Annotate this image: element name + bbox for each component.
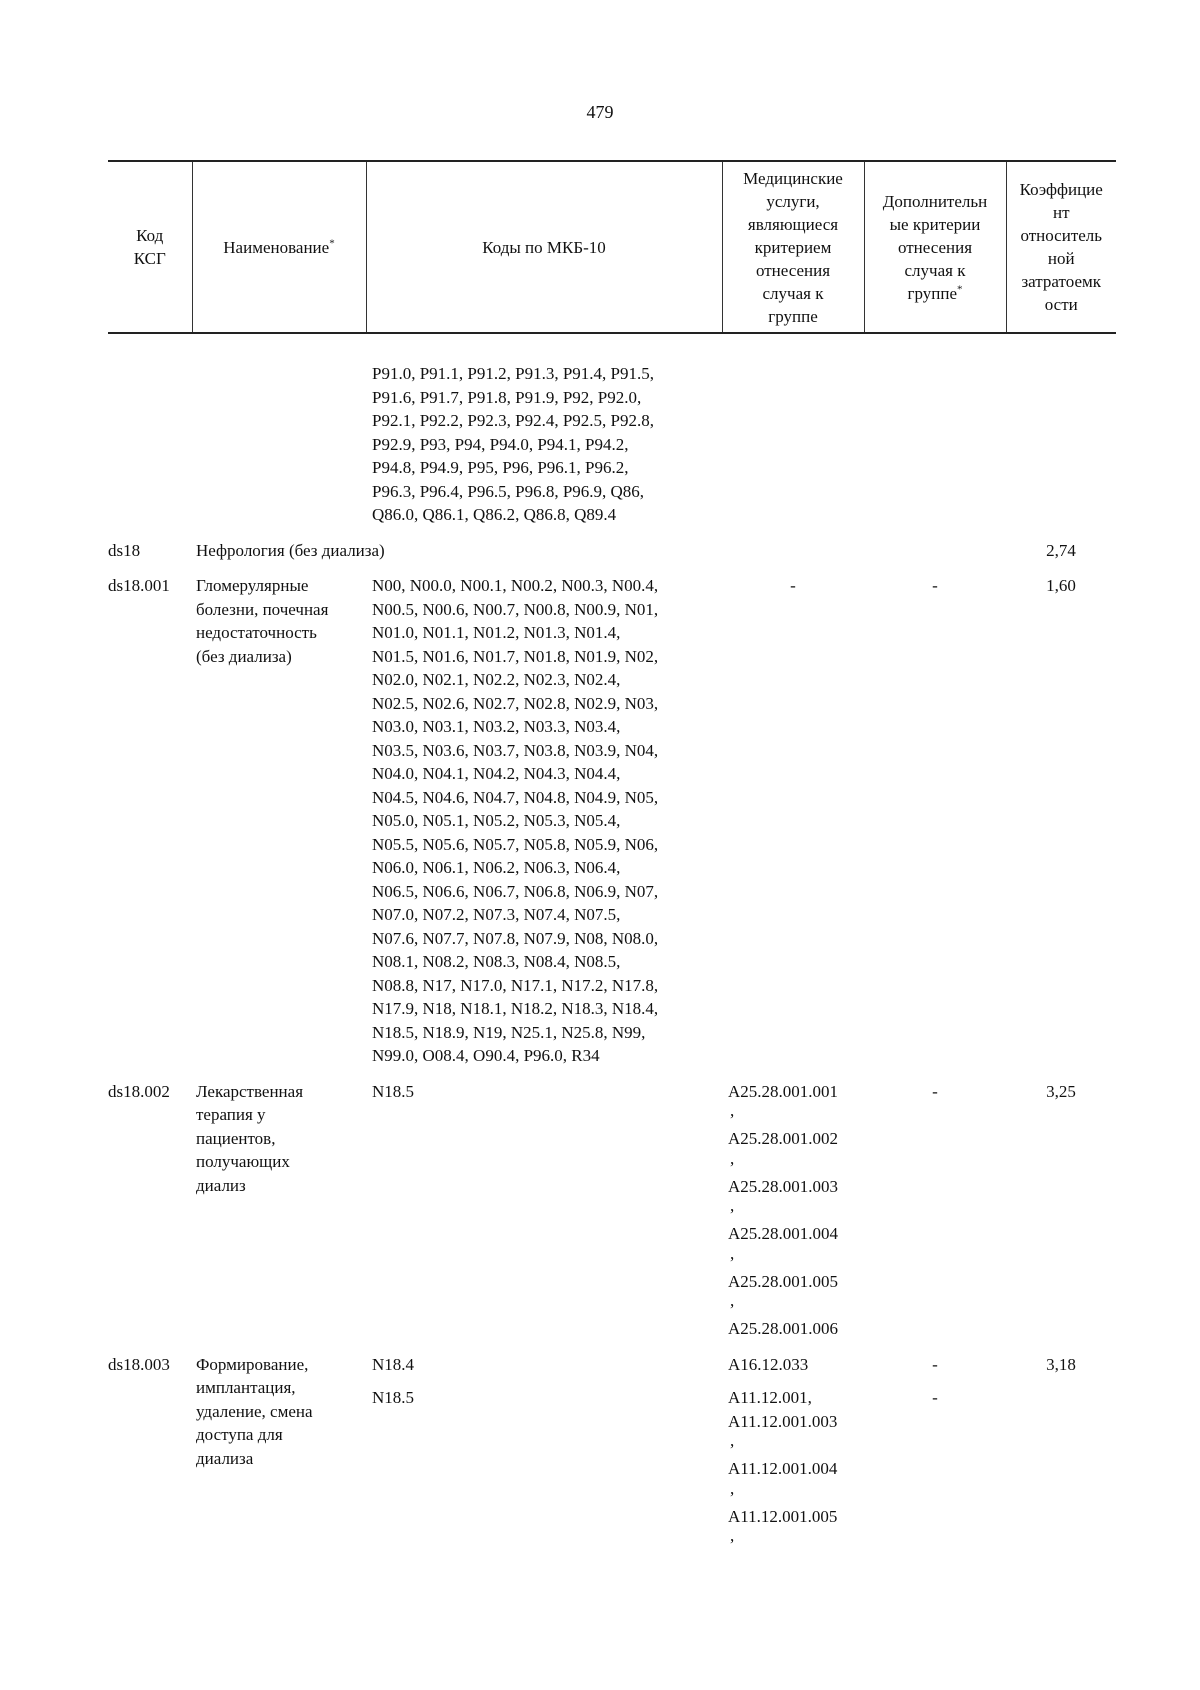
- cell-extra: [864, 1341, 1006, 1553]
- header-coef-line: относитель: [1020, 226, 1103, 245]
- header-coef-line: затратоемк: [1021, 272, 1102, 291]
- icd-line: N00, N00.0, N00.1, N00.2, N00.3, N00.4,: [372, 576, 659, 595]
- service-code: A25.28.001.001: [728, 1081, 839, 1101]
- icd-line: N05.0, N05.1, N05.2, N05.3, N05.4,: [372, 811, 621, 830]
- name-line: болезни, почечная: [196, 599, 329, 619]
- header-coef-line: ости: [1044, 295, 1078, 314]
- icd-line: N18.4: [372, 1354, 415, 1374]
- header-services-line: случая к: [762, 283, 824, 303]
- cell-services: [722, 527, 864, 563]
- header-services: [722, 161, 864, 333]
- cell-code: ds18.003: [108, 1354, 170, 1374]
- header-extra: [864, 161, 1006, 333]
- header-extra-line: Дополнительн: [882, 191, 988, 211]
- ksg-table: [108, 160, 1116, 1552]
- name-line: Формирование,: [196, 1354, 309, 1374]
- service-comma: ,: [730, 1526, 735, 1545]
- header-services-line: отнесения: [755, 260, 831, 280]
- header-services-line: критерием: [754, 237, 832, 257]
- table-row: [108, 1341, 1116, 1553]
- service-code: A25.28.001.002: [728, 1129, 839, 1148]
- name-line: недостаточность: [196, 623, 317, 642]
- cell-name: [192, 362, 366, 527]
- cell-coef: 1,60: [1046, 576, 1076, 595]
- cell-code: ds18: [108, 540, 141, 560]
- service-code: A25.28.001.005: [728, 1271, 839, 1291]
- name-line: диализ: [196, 1175, 246, 1195]
- header-name-label: Наименование: [223, 237, 330, 257]
- icd-line: N03.0, N03.1, N03.2, N03.3, N03.4,: [372, 717, 621, 736]
- icd-line: N18.5: [372, 1081, 415, 1101]
- icd-line: P91.6, P91.7, P91.8, P91.9, P92, P92.0,: [372, 387, 642, 407]
- service-comma: ,: [730, 1291, 735, 1310]
- table-body: [108, 333, 1116, 1552]
- icd-line: N07.6, N07.7, N07.8, N07.9, N08, N08.0,: [372, 928, 659, 948]
- service-comma: ,: [730, 1478, 735, 1498]
- icd-line: P92.1, P92.2, P92.3, P92.4, P92.5, P92.8,: [372, 411, 654, 430]
- name-line: Гломерулярные: [196, 576, 309, 595]
- cell-name: [192, 562, 366, 1068]
- cell-coef: 3,18: [1046, 1354, 1076, 1374]
- header-coef: [1006, 161, 1116, 333]
- cell-extra: -: [932, 1081, 938, 1101]
- icd-line: N04.5, N04.6, N04.7, N04.8, N04.9, N05,: [372, 787, 659, 807]
- icd-line: N02.5, N02.6, N02.7, N02.8, N02.9, N03,: [372, 693, 659, 713]
- footnote-mark: *: [957, 282, 963, 295]
- cell-code: ds18.001: [108, 576, 170, 595]
- service-code: A11.12.001,: [728, 1388, 812, 1407]
- icd-line: N02.0, N02.1, N02.2, N02.3, N02.4,: [372, 670, 621, 689]
- icd-gap: [866, 1376, 1004, 1386]
- name-line: диализа: [196, 1448, 254, 1468]
- cell-icd: [366, 362, 722, 527]
- header-extra-line: отнесения: [897, 237, 973, 257]
- header-extra-line: ые критерии: [889, 214, 981, 234]
- cell-coef: [1006, 362, 1116, 527]
- header-code-line: КСГ: [133, 249, 166, 268]
- header-icd: [366, 161, 722, 333]
- icd-line: N08.8, N17, N17.0, N17.1, N17.2, N17.8,: [372, 975, 659, 995]
- cell-coef: 2,74: [1046, 540, 1076, 560]
- cell-services: -: [790, 576, 796, 595]
- icd-gap: [372, 1376, 720, 1386]
- cell-coef: 3,25: [1046, 1081, 1076, 1101]
- header-services-line: группе: [768, 306, 818, 326]
- extra-dash: -: [932, 1354, 938, 1374]
- cell-extra: -: [932, 576, 938, 595]
- header-services-line: услуги,: [766, 191, 820, 211]
- name-line: удаление, смена: [196, 1401, 313, 1421]
- table-row-group: [108, 527, 1116, 563]
- service-code: A25.28.001.004: [728, 1224, 839, 1243]
- icd-line: N17.9, N18, N18.1, N18.2, N18.3, N18.4,: [372, 999, 659, 1018]
- header-services-line: Медицинские: [743, 168, 843, 188]
- service-code: A11.12.001.005: [728, 1506, 838, 1526]
- spacer: [108, 333, 1116, 362]
- icd-line: P92.9, P93, P94, P94.0, P94.1, P94.2,: [372, 434, 629, 454]
- header-code: [108, 161, 192, 333]
- header-icd-label: Коды по МКБ-10: [482, 237, 606, 257]
- icd-line: P96.3, P96.4, P96.5, P96.8, P96.9, Q86,: [372, 481, 645, 501]
- icd-line: N99.0, O08.4, O90.4, P96.0, R34: [372, 1046, 600, 1065]
- name-line: пациентов,: [196, 1128, 276, 1148]
- header-extra-line-text: группе: [907, 283, 957, 303]
- service-comma: ,: [730, 1101, 735, 1120]
- icd-line: N18.5: [372, 1388, 415, 1407]
- service-code: A11.12.001.003: [728, 1411, 838, 1431]
- cell-extra: [864, 362, 1006, 527]
- service-comma: ,: [730, 1243, 735, 1263]
- cell-name: [192, 1341, 366, 1553]
- service-code: A25.28.001.003: [728, 1176, 839, 1196]
- icd-line: N07.0, N07.2, N07.3, N07.4, N07.5,: [372, 905, 621, 924]
- table-row: [108, 562, 1116, 1068]
- icd-line: N01.0, N01.1, N01.2, N01.3, N01.4,: [372, 623, 621, 642]
- icd-line: P91.0, P91.1, P91.2, P91.3, P91.4, P91.5,: [372, 364, 654, 383]
- name-line: доступа для: [196, 1425, 283, 1444]
- icd-line: N01.5, N01.6, N01.7, N01.8, N01.9, N02,: [372, 646, 659, 666]
- table-row: [108, 1068, 1116, 1341]
- name-line: имплантация,: [196, 1378, 296, 1397]
- service-code: A11.12.001.004: [728, 1459, 838, 1478]
- table-row-continuation: [108, 362, 1116, 527]
- icd-line: N08.1, N08.2, N08.3, N08.4, N08.5,: [372, 952, 621, 971]
- service-comma: ,: [730, 1148, 735, 1168]
- footnote-mark: *: [329, 236, 335, 249]
- icd-line: N18.5, N18.9, N19, N25.1, N25.8, N99,: [372, 1022, 646, 1042]
- cell-code: [108, 362, 192, 527]
- cell-icd: [366, 1341, 722, 1553]
- header-name: [192, 161, 366, 333]
- page-number: 479: [586, 102, 614, 122]
- header-coef-line: Коэффицие: [1019, 180, 1103, 199]
- cell-name: [192, 1068, 366, 1341]
- service-code: A25.28.001.006: [728, 1319, 839, 1338]
- cell-icd: [366, 562, 722, 1068]
- icd-line: N04.0, N04.1, N04.2, N04.3, N04.4,: [372, 764, 621, 783]
- extra-dash: -: [932, 1388, 938, 1407]
- icd-line: N03.5, N03.6, N03.7, N03.8, N03.9, N04,: [372, 740, 659, 760]
- name-line: терапия у: [196, 1105, 266, 1124]
- icd-line: N06.0, N06.1, N06.2, N06.3, N06.4,: [372, 858, 621, 877]
- cell-services: [722, 362, 864, 527]
- icd-line: N00.5, N00.6, N00.7, N00.8, N00.9, N01,: [372, 599, 659, 619]
- icd-line: N06.5, N06.6, N06.7, N06.8, N06.9, N07,: [372, 881, 659, 901]
- header-coef-line: нт: [1052, 203, 1070, 222]
- cell-code: ds18.002: [108, 1081, 170, 1101]
- service-code: A16.12.033: [728, 1354, 809, 1374]
- header-services-line: являющиеся: [747, 214, 839, 234]
- cell-extra: [864, 527, 1006, 563]
- name-line: Лекарственная: [196, 1081, 304, 1101]
- icd-line: P94.8, P94.9, P95, P96, P96.1, P96.2,: [372, 458, 629, 477]
- name-line: получающих: [196, 1152, 290, 1171]
- name-line: (без диализа): [196, 646, 292, 666]
- cell-name: Нефрология (без диализа): [196, 540, 385, 560]
- icd-gap: [728, 1376, 862, 1386]
- service-comma: ,: [730, 1196, 735, 1215]
- cell-icd: [366, 1068, 722, 1341]
- header-extra-line: [867, 282, 1004, 305]
- table-header: [108, 161, 1116, 333]
- service-comma: ,: [730, 1431, 735, 1450]
- header-code-line: Код: [136, 226, 164, 245]
- cell-services: [722, 1341, 864, 1553]
- icd-line: Q86.0, Q86.1, Q86.2, Q86.8, Q89.4: [372, 505, 617, 524]
- icd-line: N05.5, N05.6, N05.7, N05.8, N05.9, N06,: [372, 834, 659, 854]
- header-extra-line: случая к: [904, 260, 966, 280]
- header-coef-line: ной: [1047, 249, 1075, 268]
- cell-services: [722, 1068, 864, 1341]
